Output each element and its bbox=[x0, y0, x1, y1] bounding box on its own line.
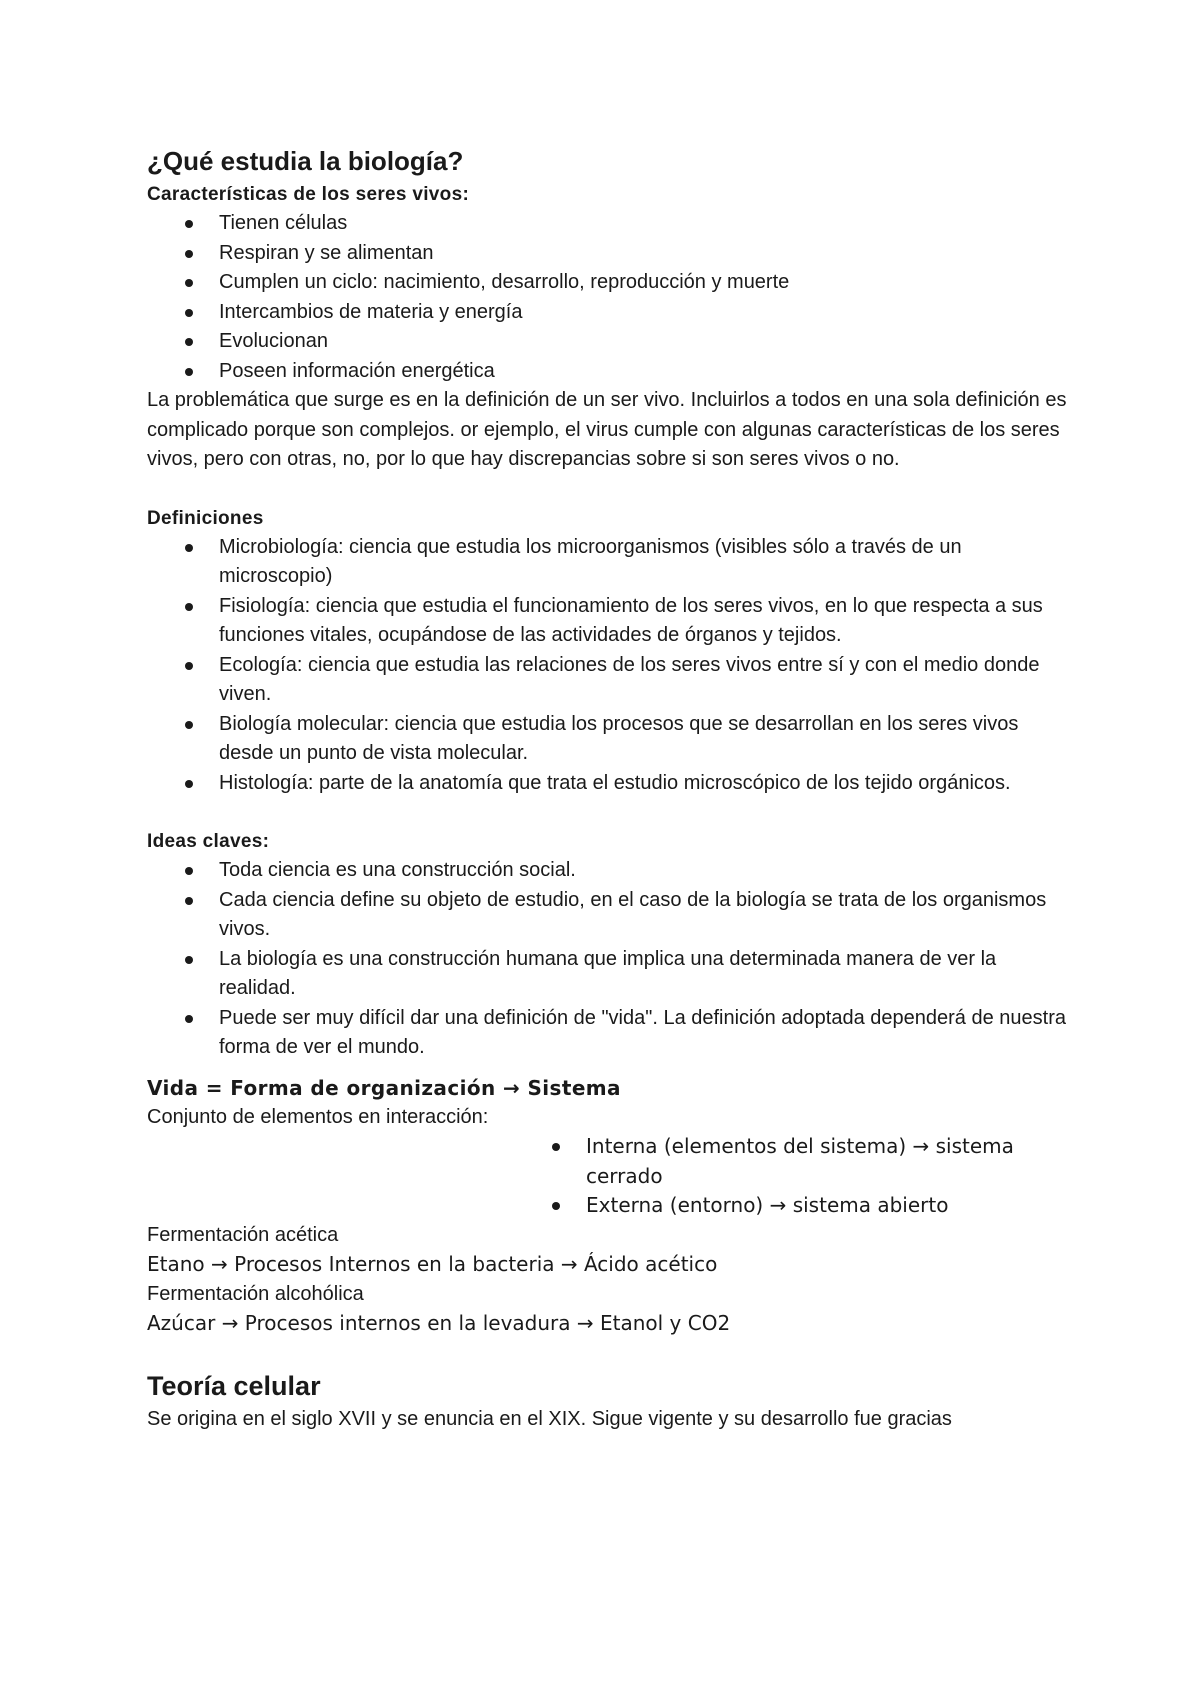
list-item: Histología: parte de la anatomía que trata el estudio microscópico de los tejido orgánicos. bbox=[219, 769, 1067, 799]
list-item: Respiran y se alimentan bbox=[219, 239, 1067, 269]
document-page bbox=[147, 142, 1067, 1434]
page-title: ¿Qué estudia la biología? bbox=[147, 146, 464, 176]
list-item: Toda ciencia es una construcción social. bbox=[219, 856, 1067, 886]
list-item: Puede ser muy difícil dar una definición de "vida". La definición adoptada dependerá de nuestra forma de ver el mundo. bbox=[219, 1004, 1067, 1063]
fermentacion-acetica-label: Fermentación acética bbox=[147, 1223, 339, 1246]
list-item: Ecología: ciencia que estudia las relaciones de los seres vivos entre sí y con el medio donde viven. bbox=[219, 651, 1067, 710]
section-heading-caracteristicas: Características de los seres vivos: bbox=[147, 184, 470, 205]
fermentacion-alcoholica-process: Azúcar → Procesos internos en la levadura → Etanol y CO2 bbox=[147, 1311, 731, 1335]
section-heading-vida: Vida = Forma de organización → Sistema bbox=[147, 1075, 621, 1100]
list-item: Fisiología: ciencia que estudia el funcionamiento de los seres vivos, en lo que respecta a sus funciones vitales, ocupándose de las actividades de órganos y tejidos. bbox=[219, 592, 1067, 651]
conjunto-intro: Conjunto de elementos en interacción: bbox=[147, 1105, 489, 1128]
sistema-list bbox=[147, 1132, 1067, 1221]
list-item: Interna (elementos del sistema) → sistema cerrado bbox=[586, 1132, 1067, 1191]
list-item: Intercambios de materia y energía bbox=[219, 298, 1067, 328]
list-item: Cada ciencia define su objeto de estudio, en el caso de la biología se trata de los organismos vivos. bbox=[219, 886, 1067, 945]
list-item: Externa (entorno) → sistema abierto bbox=[586, 1191, 1067, 1221]
caracteristicas-list bbox=[147, 209, 1067, 386]
problematica-paragraph: La problemática que surge es en la definición de un ser vivo. Incluirlos a todos en una sola definición es complicado porque son complejos. or ejemplo, el virus cumple con algunas características de los seres vivos, pero con otras, no, por lo que hay discrepancias sobre si son seres vivos o no. bbox=[147, 389, 1067, 470]
section-heading-ideas-claves: Ideas claves: bbox=[147, 831, 270, 852]
teoria-celular-paragraph: Se origina en el siglo XVII y se enuncia en el XIX. Sigue vigente y su desarrollo fue gracias bbox=[147, 1407, 952, 1430]
list-item: Evolucionan bbox=[219, 327, 1067, 357]
list-item: Tienen células bbox=[219, 209, 1067, 239]
ideas-claves-list bbox=[147, 856, 1067, 1063]
list-item: Biología molecular: ciencia que estudia los procesos que se desarrollan en los seres vivos desde un punto de vista molecular. bbox=[219, 710, 1067, 769]
section-heading-definiciones: Definiciones bbox=[147, 507, 264, 529]
list-item: Poseen información energética bbox=[219, 357, 1067, 387]
list-item: La biología es una construcción humana que implica una determinada manera de ver la realidad. bbox=[219, 945, 1067, 1004]
fermentacion-acetica-process: Etano → Procesos Internos en la bacteria → Ácido acético bbox=[147, 1252, 718, 1276]
fermentacion-alcoholica-label: Fermentación alcohólica bbox=[147, 1282, 364, 1305]
list-item: Microbiología: ciencia que estudia los microorganismos (visibles sólo a través de un microscopio) bbox=[219, 533, 1067, 592]
list-item: Cumplen un ciclo: nacimiento, desarrollo, reproducción y muerte bbox=[219, 268, 1067, 298]
section-heading-teoria-celular: Teoría celular bbox=[147, 1370, 321, 1401]
definiciones-list bbox=[147, 533, 1067, 799]
